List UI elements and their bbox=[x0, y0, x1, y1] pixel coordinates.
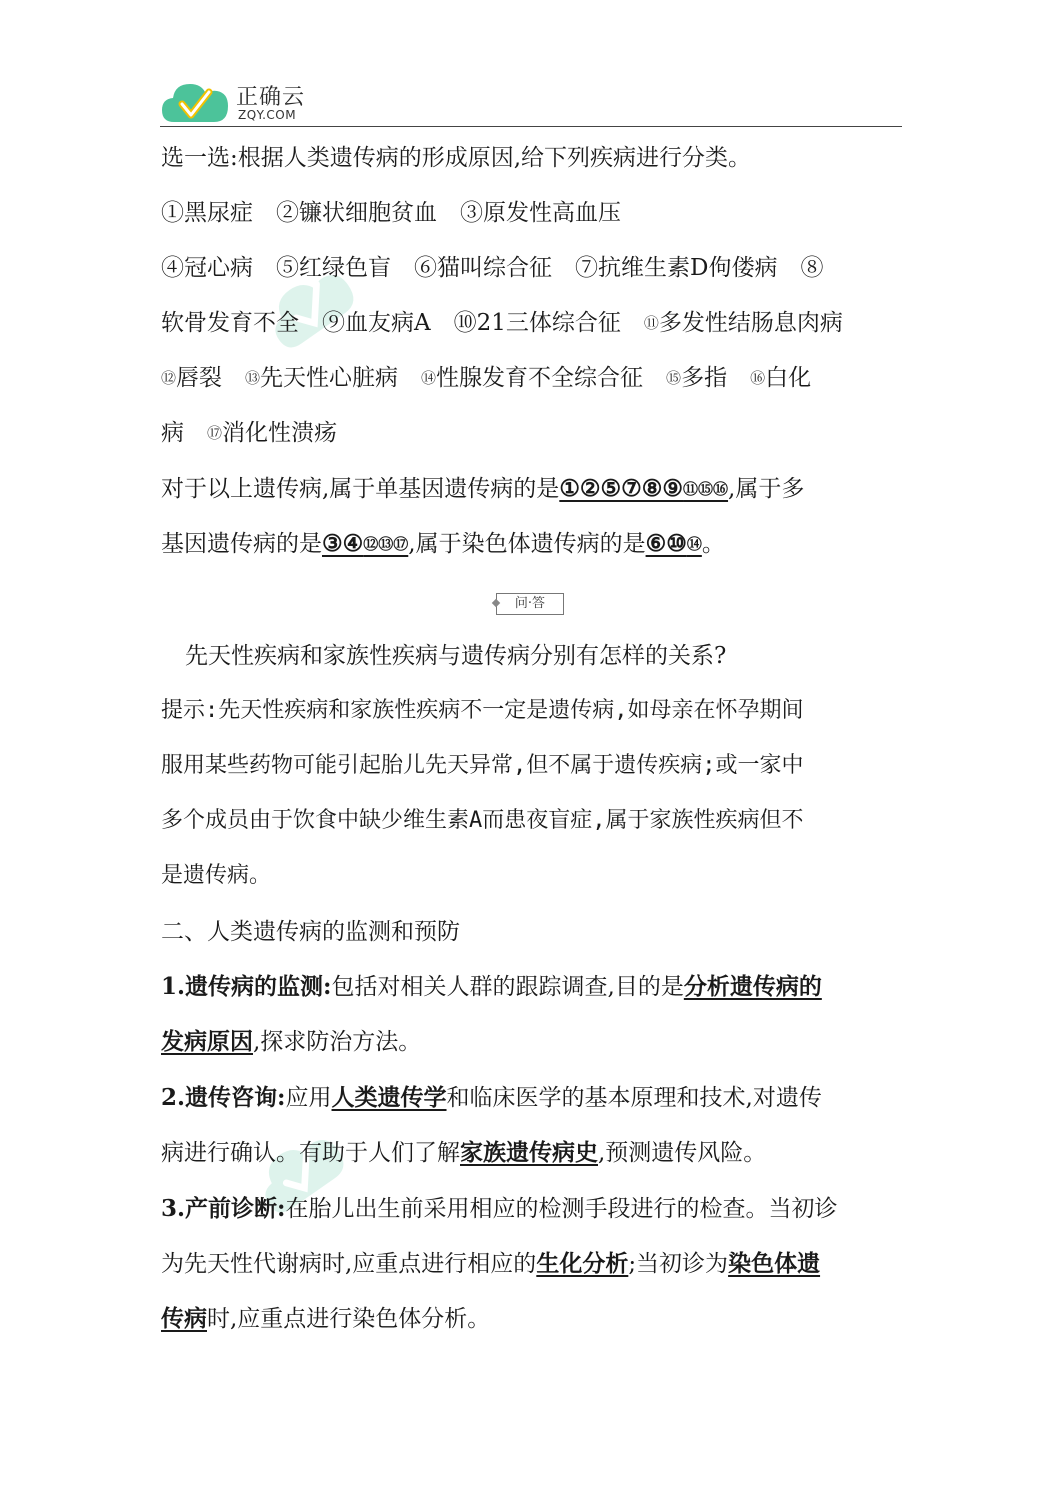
answer-text: 生化分析 bbox=[536, 1250, 629, 1277]
brand-name: 正确云 bbox=[236, 85, 306, 110]
zqy-cloud-logo-icon bbox=[160, 78, 232, 126]
text-span: 唇裂 bbox=[176, 365, 246, 391]
brand-domain: ZQY.COM bbox=[238, 108, 297, 122]
circled-number: ⑰ bbox=[207, 424, 223, 442]
item-label: 3.产前诊断: bbox=[161, 1195, 286, 1222]
answer-text: 染色体遗 bbox=[728, 1250, 821, 1277]
answer-text: ⑭ bbox=[686, 535, 702, 553]
text-span: 病 bbox=[161, 420, 207, 446]
paragraph-line bbox=[161, 967, 822, 1007]
qa-question: 先天性疾病和家族性疾病与遗传病分别有怎样的关系? bbox=[185, 643, 727, 669]
text-span: ;当初诊为 bbox=[628, 1251, 729, 1277]
text-span: 软骨发育不全 ⑨血友病A ⑩21三体综合征 bbox=[161, 310, 644, 336]
answer-text: ⑪⑮⑯ bbox=[683, 480, 729, 498]
disease-list-line: ④冠心病 ⑤红绿色盲 ⑥猫叫综合征 ⑦抗维生素D佝偻病 ⑧ bbox=[161, 255, 824, 281]
qa-hint-line: 服用某些药物可能引起胎儿先天异常,但不属于遗传疾病;或一家中 bbox=[161, 753, 804, 778]
item-label: 1.遗传病的监测: bbox=[161, 973, 332, 1000]
answer-text: 发病原因 bbox=[161, 1028, 253, 1055]
answer-multi-gene bbox=[322, 530, 408, 557]
text-span: 多发性结肠息肉病 bbox=[658, 310, 843, 336]
answer-text: ⑥⑩ bbox=[645, 530, 687, 557]
text-span: 病进行确认。有助于人们了解 bbox=[161, 1140, 460, 1166]
text-span: 多指 bbox=[681, 365, 751, 391]
disease-list-line bbox=[161, 358, 811, 398]
disease-list-line: ①黑尿症 ②镰状细胞贫血 ③原发性高血压 bbox=[161, 200, 621, 226]
page-header bbox=[160, 74, 902, 126]
circled-number: ⑭ bbox=[421, 369, 437, 387]
circled-number: ⑬ bbox=[245, 369, 261, 387]
answer-chromosomal bbox=[646, 530, 702, 557]
text-span: 消化性溃疡 bbox=[222, 420, 338, 446]
disease-list-line bbox=[161, 413, 337, 453]
qa-hint-line: 是遗传病。 bbox=[161, 863, 272, 888]
text-span: ,属于多 bbox=[728, 476, 805, 502]
disease-list-line bbox=[161, 303, 843, 343]
text-span: 时,应重点进行染色体分析。 bbox=[207, 1306, 491, 1332]
answer-text: 传病 bbox=[161, 1305, 207, 1332]
qa-section-tag: 问·答 bbox=[496, 593, 564, 615]
text-span: 先天性心脏病 bbox=[260, 365, 422, 391]
answer-single-gene bbox=[559, 475, 728, 502]
text-span: 为先天性代谢病时,应重点进行相应的 bbox=[161, 1251, 537, 1277]
text-span: 和临床医学的基本原理和技术,对遗传 bbox=[446, 1085, 822, 1111]
answer-text: ⑫⑬⑰ bbox=[363, 535, 409, 553]
text-span: 白化 bbox=[765, 365, 812, 391]
answer-line bbox=[161, 469, 804, 509]
text-span: 性腺发育不全综合征 bbox=[436, 365, 667, 391]
answer-text: ③④ bbox=[322, 530, 364, 557]
qa-hint-line: 多个成员由于饮食中缺少维生素A而患夜盲症,属于家族性疾病但不 bbox=[161, 808, 804, 833]
paragraph-line bbox=[161, 1022, 421, 1062]
circled-number: ⑮ bbox=[666, 369, 682, 387]
paragraph-line bbox=[161, 1244, 820, 1284]
text-span: ,属于染色体遗传病的是 bbox=[408, 531, 646, 557]
paragraph-line bbox=[161, 1078, 822, 1118]
circled-number: ⑯ bbox=[750, 369, 766, 387]
text-span: ,探求防治方法。 bbox=[253, 1029, 422, 1055]
circled-number: ⑫ bbox=[161, 369, 177, 387]
circled-number: ⑪ bbox=[643, 314, 659, 332]
text-span: 。 bbox=[701, 531, 725, 557]
header-divider bbox=[160, 126, 902, 127]
item-label: 2.遗传咨询: bbox=[161, 1084, 286, 1111]
paragraph-line bbox=[161, 1299, 490, 1339]
answer-text: 分析遗传病的 bbox=[683, 973, 822, 1000]
answer-text: ①②⑤⑦⑧⑨ bbox=[559, 475, 684, 502]
answer-line bbox=[161, 524, 725, 564]
answer-text: 家族遗传病史 bbox=[460, 1139, 598, 1166]
text-span: ,预测遗传风险。 bbox=[598, 1140, 767, 1166]
answer-text: 人类遗传学 bbox=[331, 1084, 447, 1111]
text-span: 应用 bbox=[285, 1085, 332, 1111]
paragraph-line bbox=[161, 1133, 766, 1173]
section-heading: 二、人类遗传病的监测和预防 bbox=[161, 919, 460, 945]
paragraph-line bbox=[161, 1189, 838, 1229]
exercise-intro: 选一选:根据人类遗传病的形成原因,给下列疾病进行分类。 bbox=[161, 145, 752, 171]
text-span: 对于以上遗传病,属于单基因遗传病的是 bbox=[161, 476, 560, 502]
text-span: 包括对相关人群的跟踪调查,目的是 bbox=[331, 974, 684, 1000]
text-span: 基因遗传病的是 bbox=[161, 531, 322, 557]
text-span: 在胎儿出生前采用相应的检测手段进行的检查。当初诊 bbox=[285, 1196, 838, 1222]
qa-hint-line: 提示:先天性疾病和家族性疾病不一定是遗传病,如母亲在怀孕期间 bbox=[161, 698, 804, 723]
